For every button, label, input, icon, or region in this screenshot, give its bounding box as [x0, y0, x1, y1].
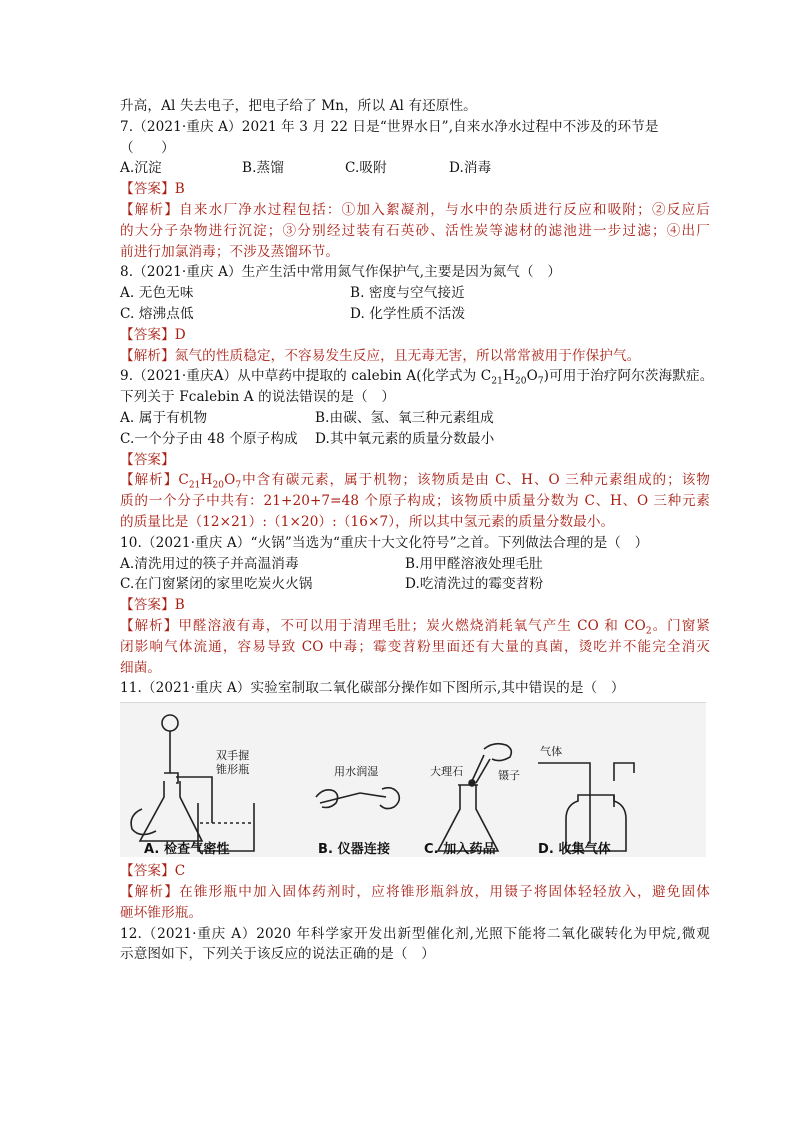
explanation-label: 【解析】	[120, 201, 180, 218]
caption-c: C. 加入药品	[424, 842, 496, 858]
option-a: A. 属于有机物	[120, 409, 208, 426]
explanation-10-line-2: 闭影响气体流通，容易导致 CO 中毒；霉变苕粉里面还有大量的真菌，烫吃并不能完全消灭	[120, 638, 710, 655]
lab-operations-figure	[120, 702, 706, 857]
apparatus-b	[316, 788, 399, 809]
explanation-10	[120, 616, 710, 637]
question-7-options	[120, 158, 710, 179]
label-gas: 气体	[540, 745, 563, 759]
explanation-11	[120, 882, 710, 903]
subscript: 21	[491, 377, 503, 388]
explanation-7-line-3: 前进行加氯消毒；不涉及蒸馏环节。	[120, 243, 340, 260]
explanation-text: 甲醛溶液有毒，不可以用于清理毛肚；炭火燃烧消耗氧气产生 CO 和 CO	[178, 617, 646, 634]
question-9-line-2: 下列关于 Fcalebin A 的说法错误的是（ ）	[120, 389, 396, 406]
label-tweezers: 镊子	[498, 769, 521, 783]
answer-7	[120, 179, 710, 200]
explanation-label: 【解析】	[120, 472, 179, 489]
question-9	[120, 366, 714, 388]
question-7: 7.（2021·重庆 A）2021 年 3 月 22 日是“世界水日”,自来水净水过程中不涉及的环节是	[120, 118, 659, 135]
explanation-9-line-2: 质的一个分子中共有：21+20+7=48 个原子构成；该物质中质量分数为 C、H、O 三种元素	[120, 493, 710, 510]
explanation-label: 【解析】	[120, 883, 180, 900]
answer-value: C	[174, 863, 186, 880]
option-c: C. 熔沸点低	[120, 305, 194, 322]
option-a: A.清洗用过的筷子并高温消毒	[120, 555, 299, 572]
caption-b: B. 仪器连接	[318, 842, 391, 858]
figure-drawing	[120, 703, 706, 857]
option-b: B.蒸馏	[242, 160, 284, 177]
question-text: 9.（2021·重庆A）从中草药中提取的 calebin A(化学式为 C	[120, 368, 492, 385]
option-d: D.消毒	[449, 160, 492, 177]
explanation-7-line-2: 的大分子杂物进行沉淀；③分别经过装有石英砂、活性炭等滤材的滤池进一步过滤；④出厂	[120, 222, 710, 239]
caption-a: A. 检查气密性	[144, 842, 230, 858]
question-text: H	[502, 368, 515, 385]
caption-d: D. 收集气体	[538, 842, 611, 858]
label-flask: 锥形瓶	[216, 763, 250, 777]
subscript: 20	[514, 377, 527, 388]
option-b: B.用甲醛溶液处理毛肚	[405, 555, 543, 572]
question-9-options-row-1	[120, 408, 710, 429]
answer-11	[120, 861, 710, 882]
option-a: A. 无色无味	[120, 285, 194, 302]
answer-label: 【答案】	[120, 451, 175, 468]
question-text: O	[526, 368, 538, 385]
option-c: C.一个分子由 48 个原子构成	[120, 430, 298, 447]
answer-label: 【答案】	[120, 597, 175, 614]
question-8-options-row-2	[120, 304, 710, 325]
explanation-label: 【解析】	[120, 617, 179, 634]
question-10-options-row-1	[120, 554, 710, 575]
apparatus-a	[131, 715, 254, 851]
option-c: C.在门窗紧闭的家里吃炭火火锅	[120, 576, 313, 593]
answer-10	[120, 595, 710, 616]
explanation-7	[120, 200, 710, 221]
document-content	[120, 96, 714, 965]
answer-value: B	[174, 181, 185, 198]
explanation-10-line-3: 细菌。	[120, 659, 162, 676]
label-wet: 用水润湿	[334, 765, 379, 779]
label-marble: 大理石	[430, 765, 464, 779]
question-11: 11.（2021·重庆 A）实验室制取二氧化碳部分操作如下图所示,其中错误的是（ ）	[120, 680, 625, 697]
question-8: 8.（2021·重庆 A）生产生活中常用氮气作保护气,主要是因为氮气（ ）	[120, 264, 562, 281]
text-line: 升高，Al 失去电子，把电子给了 Mn，所以 Al 有还原性。	[120, 98, 477, 114]
subscript: 21	[188, 481, 201, 492]
answer-label: 【答案】	[120, 326, 175, 343]
subscript: 20	[212, 481, 225, 492]
explanation-8	[120, 346, 710, 367]
explanation-11-line-2: 砸坏锥形瓶。	[120, 904, 203, 921]
explanation-text: 自来水厂净水过程包括：①加入絮凝剂，与水中的杂质进行反应和吸附；②反应后	[179, 201, 710, 218]
answer-value: D	[174, 326, 186, 343]
question-12-line-2: 示意图如下，下列关于该反应的说法正确的是（ ）	[120, 946, 435, 963]
subscript: 2	[645, 626, 652, 637]
option-d: D. 化学性质不活泼	[350, 305, 466, 322]
explanation-9-line-3: 的质量比是（12×21）:（1×20）:（16×7），所以其中氢元素的质量分数最小。	[120, 513, 615, 530]
explanation-9	[120, 470, 710, 491]
explanation-label: 【解析】	[120, 347, 175, 364]
answer-8	[120, 325, 710, 346]
apparatus-c	[438, 744, 511, 851]
question-8-options-row-1	[120, 283, 710, 304]
question-9-options-row-2	[120, 429, 710, 450]
explanation-text: 氮气的性质稳定，不容易发生反应，且无毒无害，所以常常被用于作保护气。	[174, 347, 641, 364]
option-b: B. 密度与空气接近	[350, 285, 465, 302]
subscript: 7	[235, 481, 242, 492]
apparatus-d	[538, 763, 634, 851]
option-a: A.沉淀	[120, 160, 162, 177]
answer-label: 【答案】	[120, 863, 175, 880]
explanation-text: 在锥形瓶中加入固体药剂时，应将锥形瓶斜放，用镊子将固体轻轻放入，避免固体	[179, 883, 710, 900]
question-10: 10.（2021·重庆 A）“火锅”当选为“重庆十大文化符号”之首。下列做法合理的是（ ）	[120, 534, 649, 551]
subscript: 7	[537, 377, 544, 388]
question-7-bracket: （ ）	[120, 139, 175, 156]
explanation-text: O	[224, 472, 236, 489]
explanation-text: H	[200, 472, 213, 489]
label-hands: 双手握	[216, 749, 250, 763]
answer-9	[120, 450, 710, 471]
explanation-text: C	[178, 472, 189, 489]
explanation-text: 。门窗紧	[651, 617, 710, 634]
answer-value: B	[174, 597, 185, 614]
option-d: D.吃清洗过的霉变苕粉	[405, 576, 544, 593]
question-10-options-row-2	[120, 574, 710, 595]
question-text: )可用于治疗阿尔茨海默症。	[543, 368, 714, 385]
explanation-text: 中含有碳元素，属于机物；该物质是由 C、H、O 三种元素组成的；该物	[241, 472, 710, 489]
question-12: 12.（2021·重庆 A）2020 年科学家开发出新型催化剂,光照下能将二氧化碳转化为甲烷,微观	[120, 925, 710, 942]
option-b: B.由碳、氢、氧三种元素组成	[315, 409, 494, 426]
option-d: D.其中氧元素的质量分数最小	[315, 430, 495, 447]
answer-label: 【答案】	[120, 181, 175, 198]
option-c: C.吸附	[345, 160, 387, 177]
